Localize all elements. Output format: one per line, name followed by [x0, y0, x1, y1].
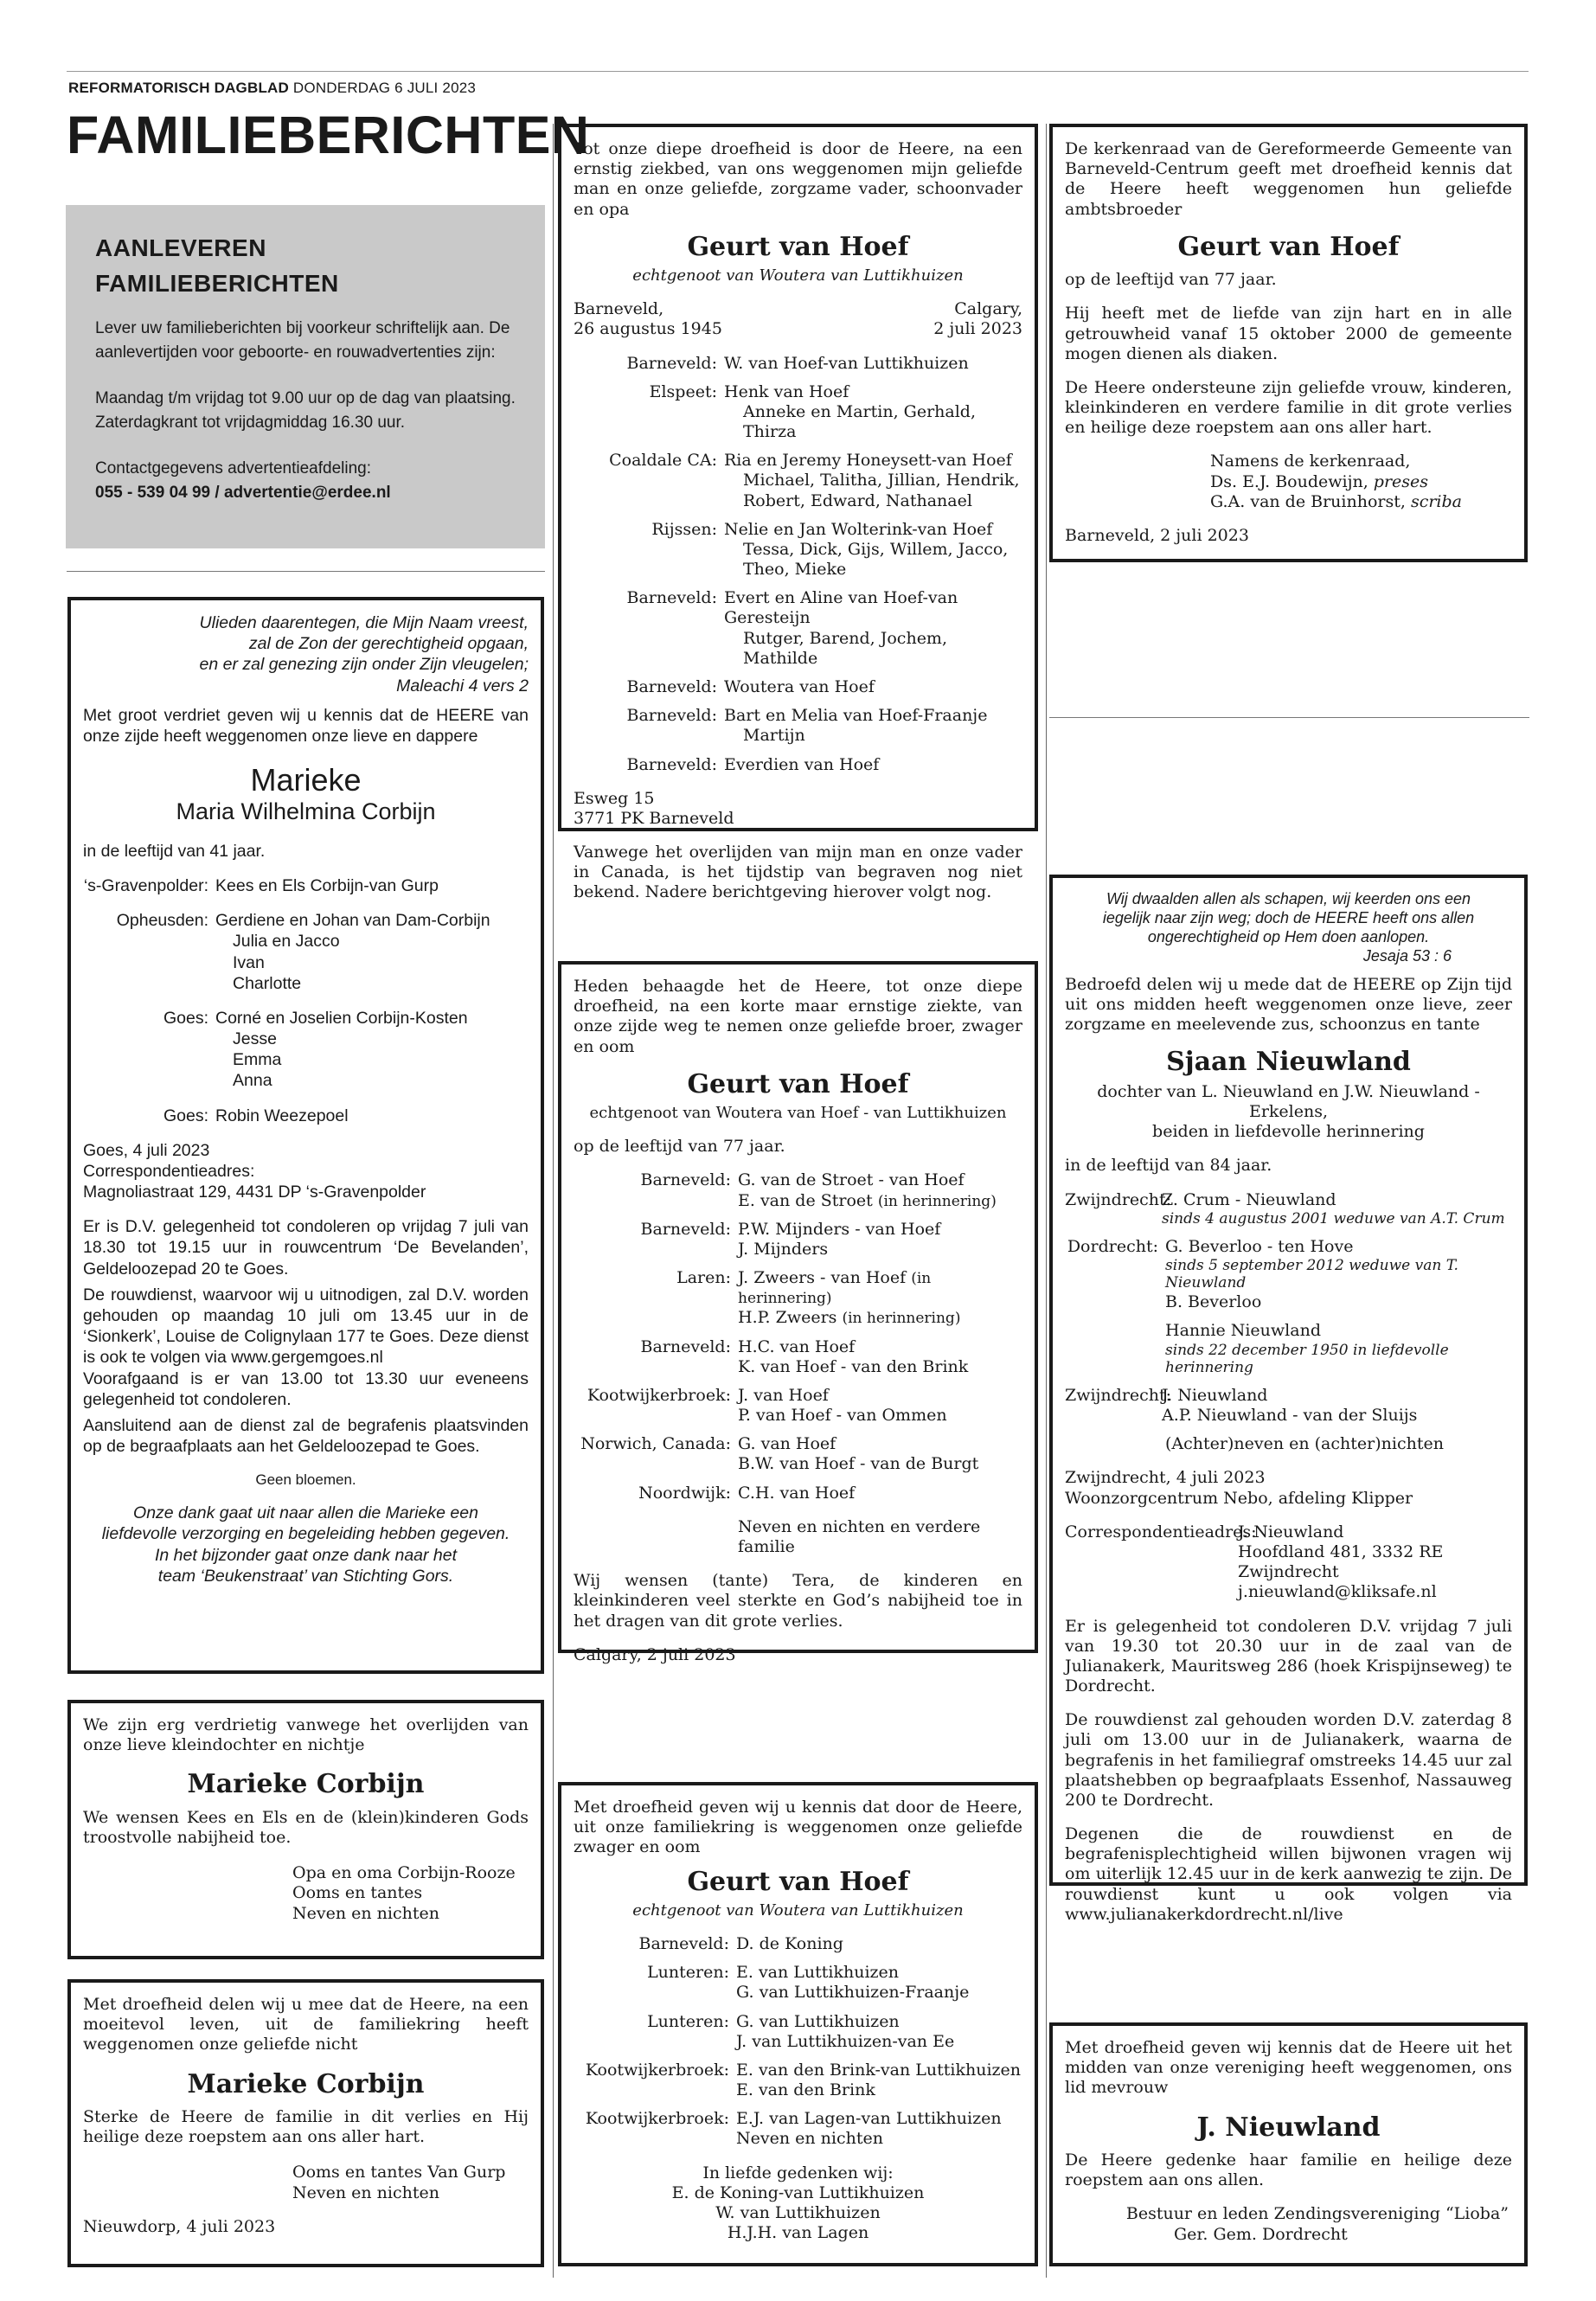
family-group: [574, 677, 1022, 697]
submission-info-box: [66, 205, 545, 548]
family-place: Barneveld:: [640, 1336, 731, 1356]
attend-text: Degenen die de rouwdienst en de begrafenisplechtigheid willen bijwonen vragen wij om uiterlijk 12.45 uur in de kerk aanwezig te zijn. De rouwdienst kunt u ook volgen via www.julianakerkdordrecht.nl/live: [1065, 1824, 1512, 1924]
family-note: sinds 5 september 2012 weduwe van T. Nieuwland: [1165, 1256, 1458, 1292]
corr-address: Magnoliastraat 129, 4431 DP ‘s-Gravenpolder: [83, 1183, 426, 1202]
family-name: Theo, Mieke: [743, 560, 847, 580]
extra-family: Neven en nichten en verdere familie: [738, 1516, 981, 1556]
extra-family: (Achter)neven en (achter)nichten: [1165, 1434, 1444, 1454]
family-name: E. van de Stroet: [738, 1190, 873, 1210]
care-home: Woonzorgcentrum Nebo, afdeling Klipper: [1065, 1488, 1413, 1508]
verse-line: ongerechtigheid op Hem doen aanlopen.: [1147, 927, 1430, 945]
family-name: E. van Luttikhuizen: [736, 1963, 900, 1983]
family-group: [574, 451, 1022, 511]
family-group: [574, 755, 1022, 775]
family-group: [83, 875, 529, 896]
life-dates: [574, 299, 1022, 339]
notice-marieke-main: [67, 597, 544, 1674]
info-text: Lever uw familieberichten bij voorkeur schriftelijk aan. De aanlevertijden voor geboorte- en rouwadvertenties zijn:: [95, 319, 510, 362]
family-place: Zwijndrecht:: [1065, 1385, 1172, 1405]
family-name: W. van Hoef-van Luttikhuizen: [724, 353, 969, 373]
section-title: FAMILIEBERICHTEN: [67, 106, 590, 164]
family-group: [574, 1170, 1022, 1210]
wish-text: De Heere ondersteune zijn geliefde vrouw, kinderen, kleinkinderen en verdere familie in dit grote verlies en heilige deze roepstem aan ons aller hart.: [1065, 377, 1512, 438]
family-place: Dordrecht:: [1067, 1236, 1158, 1256]
deceased-name: Geurt van Hoef: [687, 1866, 909, 1897]
thanks-text: [83, 1503, 529, 1586]
family-name: Rutger, Barend, Jochem, Mathilde: [743, 628, 947, 668]
family-name: K. van Hoef - van den Brink: [738, 1356, 969, 1376]
family-place: Barneveld:: [626, 353, 717, 373]
info-title: AANLEVEREN FAMILIEBERICHTEN: [95, 234, 339, 297]
family-name: B. Beverloo: [1165, 1292, 1262, 1312]
notice-geurt-church: [1049, 124, 1528, 562]
family-name: G. van Luttikhuizen: [736, 2011, 900, 2031]
age-line: op de leeftijd van 77 jaar.: [1065, 270, 1277, 290]
deceased-name: Geurt van Hoef: [1177, 231, 1400, 262]
family-group: [1065, 1321, 1512, 1377]
spouse-line: echtgenoot van Woutera van Hoef - van Luttikhuizen: [589, 1104, 1007, 1123]
deceased-name: Marieke Corbijn: [187, 1769, 425, 1800]
deceased-name: Marieke: [250, 762, 362, 798]
verse-line: Wij dwaalden allen als schapen, wij keerden ons een: [1106, 890, 1471, 907]
family-name: Jesse: [233, 1029, 277, 1049]
note-text: Vanwege het overlijden van mijn man en onze vader in Canada, is het tijdstip van begraven nog niet bekend. Nadere berichtgeving hierover volgt nog.: [574, 843, 1022, 902]
thanks-line: team ‘Beukenstraat’ van Stichting Gors.: [157, 1566, 454, 1586]
signatory: Neven en nichten: [292, 2182, 439, 2202]
age-line: in de leeftijd van 41 jaar.: [83, 841, 266, 861]
parents-line: dochter van L. Nieuwland en J.W. Nieuwland - Erkelens,: [1097, 1081, 1480, 1122]
thanks-line: In het bijzonder gaat onze dank naar het: [154, 1545, 458, 1565]
family-name: E. van den Brink-van Luttikhuizen: [736, 2060, 1022, 2080]
column-separator: [553, 124, 554, 2278]
verse-ref: Jesaja 53 : 6: [1362, 946, 1452, 965]
masthead-date: DONDERDAG 6 JULI 2023: [292, 80, 477, 96]
deceased-name: J. Nieuwland: [1196, 2112, 1381, 2143]
family-name: Z. Crum - Nieuwland: [1162, 1189, 1336, 1209]
masthead-paper: REFORMATORISCH DAGBLAD: [68, 80, 289, 96]
intro-text: De kerkenraad van de Gereformeerde Gemeente van Barneveld-Centrum geeft met droefheid kennis dat de Heere heeft weggenomen hun geliefde ambtsbroeder: [1065, 139, 1512, 219]
notice-marieke-family: [67, 1979, 544, 2267]
wish-text: De Heere gedenke haar familie en heilige deze roepstem aan ons allen.: [1065, 2150, 1512, 2190]
family-name: Kees en Els Corbijn-van Gurp: [215, 876, 439, 896]
masthead: [68, 80, 476, 98]
family-group: [574, 2012, 1022, 2052]
family-place: Coaldale CA:: [609, 451, 717, 471]
memory-note: (in herinnering): [842, 1310, 961, 1328]
family-place: Laren:: [676, 1268, 731, 1288]
family-group: [574, 2061, 1022, 2100]
family-group: [83, 1106, 529, 1126]
family-name: E. van den Brink: [736, 2080, 875, 2100]
family-name: Charlotte: [233, 973, 302, 993]
family-group: [574, 2109, 1022, 2149]
column-separator: [1046, 124, 1047, 2278]
family-group: [574, 1434, 1022, 1474]
family-name: Hannie Nieuwland: [1165, 1321, 1321, 1341]
info-text: Zaterdagkrant tot vrijdagmiddag 16.30 uur.: [95, 413, 406, 432]
verse-line: zal de Zon der gerechtigheid opgaan,: [248, 634, 529, 654]
notice-geurt-inlaws: [558, 1782, 1038, 2266]
family-group: [574, 520, 1022, 580]
family-place: Elspeet:: [649, 381, 717, 401]
family-place: Noordwijk:: [638, 1483, 731, 1503]
family-name: Anneke en Martin, Gerhald, Thirza: [743, 401, 976, 442]
corr-line: Hoofdland 481, 3332 RE Zwijndrecht: [1238, 1542, 1444, 1582]
notice-geurt-family: [558, 124, 1038, 902]
header-rule: [67, 71, 1529, 72]
signatories: [83, 1863, 529, 1924]
family-name: J. Nieuwland: [1162, 1385, 1268, 1405]
intro-text: We zijn erg verdrietig vanwege het overlijden van onze lieve kleindochter en nichtje: [83, 1715, 529, 1755]
notice-j-nieuwland: [1049, 2022, 1528, 2266]
family-name: Henk van Hoef: [724, 381, 849, 401]
family-name: Michael, Talitha, Jillian, Hendrik,: [743, 471, 1020, 490]
corr-label: Correspondentieadres:: [1065, 1522, 1257, 1541]
family-name: Nelie en Jan Wolterink-van Hoef: [724, 519, 993, 539]
corr-line: j.nieuwland@kliksafe.nl: [1238, 1582, 1437, 1602]
family-place: Goes:: [163, 1106, 208, 1125]
age-line: in de leeftijd van 84 jaar.: [1065, 1156, 1272, 1176]
family-name: Woutera van Hoef: [724, 676, 875, 696]
family-place: Norwich, Canada:: [580, 1434, 731, 1454]
family-group: [574, 1337, 1022, 1377]
memory-title: In liefde gedenken wij:: [702, 2163, 894, 2182]
notice-marieke-grandparents: [67, 1700, 544, 1959]
family-group: [574, 588, 1022, 669]
signatories: [1065, 452, 1512, 512]
memory-name: E. de Koning-van Luttikhuizen: [671, 2182, 925, 2202]
address-line: 3771 PK Barneveld: [574, 808, 734, 828]
intro-text: Bedroefd delen wij u mede dat de HEERE op Zijn tijd uit ons midden heeft weggenomen onze lieve, zeer zorgzame en meelevende zus, schoonzus en tante: [1065, 974, 1512, 1035]
signatory: Namens de kerkenraad,: [1210, 452, 1411, 471]
family-name: Tessa, Dick, Gijs, Willem, Jacco,: [743, 539, 1009, 559]
family-name: B.W. van Hoef - van de Burgt: [738, 1454, 979, 1474]
divider: [1049, 717, 1529, 718]
family-place: Barneveld:: [626, 676, 717, 696]
info-text: Maandag t/m vrijdag tot 9.00 uur op de dag van plaatsing.: [95, 389, 516, 408]
intro-text: Met droefheid geven wij u kennis dat door de Heere, uit onze familiekring is weggenomen onze geliefde zwager en oom: [574, 1798, 1022, 1857]
family-name: G. van Hoef: [738, 1434, 836, 1454]
family-group: [1065, 1386, 1512, 1426]
signatory: Ooms en tantes Van Gurp: [292, 2163, 506, 2182]
signatory: Ger. Gem. Dordrecht: [1174, 2224, 1348, 2244]
family-place: Opheusden:: [116, 911, 208, 931]
family-place: Lunteren:: [647, 1963, 729, 1983]
deceased-name: Marieke Corbijn: [187, 2068, 425, 2099]
death-place: Calgary,: [954, 299, 1022, 319]
family-group: [574, 1963, 1022, 2003]
condolence-text: Er is gelegenheid tot condoleren D.V. vrijdag 7 juli van 19.30 tot 20.30 uur in de zaal van de Julianakerk, Mauritsweg 286 (hoek Krispijnseweg) te Dordrecht.: [1065, 1616, 1512, 1696]
bible-verse: [83, 612, 529, 696]
birth-place: Barneveld,: [574, 299, 664, 319]
family-group: [83, 1008, 529, 1092]
verse-line: Ulieden daarentegen, die Mijn Naam vreest,: [199, 613, 529, 632]
family-name: Gerdiene en Johan van Dam-Corbijn: [215, 911, 490, 931]
signatory: Neven en nichten: [292, 1903, 439, 1923]
family-group: [83, 910, 529, 994]
corr-line: J. Nieuwland: [1238, 1522, 1344, 1541]
notice-sjaan-nieuwland: [1049, 875, 1528, 1924]
family-place: Goes:: [163, 1008, 208, 1028]
family-name: Neven en nichten: [736, 2129, 883, 2149]
family-name: Emma: [233, 1050, 282, 1070]
family-group: [1065, 1237, 1512, 1313]
family-group: [574, 1220, 1022, 1259]
wish-text: We wensen Kees en Els en de (klein)kinderen Gods troostvolle nabijheid toe.: [83, 1807, 529, 1848]
burial-text: Aansluitend aan de dienst zal de begrafenis plaatsvinden op de begraafplaats aan het Geldeloozepad te Goes.: [83, 1415, 529, 1457]
intro-text: Met groot verdriet geven wij u kennis dat de HEERE van onze zijde heeft weggenomen onze lieve en dappere: [83, 705, 529, 746]
birth-date: 26 augustus 1945: [574, 319, 722, 339]
family-name: P. van Hoef - van Ommen: [738, 1406, 947, 1426]
deceased-fullname: Maria Wilhelmina Corbijn: [176, 798, 436, 825]
family-name: D. de Koning: [736, 1934, 843, 1954]
deceased-name: Sjaan Nieuwland: [1166, 1047, 1411, 1078]
memory-name: H.J.H. van Lagen: [727, 2223, 869, 2243]
signatory-role: preses: [1373, 471, 1429, 491]
family-place: Kootwijkerbroek:: [585, 2060, 729, 2080]
memory-note: (in herinnering): [877, 1192, 997, 1210]
date-line: Barneveld, 2 juli 2023: [1065, 526, 1249, 545]
signatory: Ooms en tantes: [292, 1883, 423, 1903]
family-name: J. Mijnders: [738, 1239, 829, 1259]
notice-geurt-siblings: [558, 961, 1038, 1664]
signatory-role: scriba: [1410, 491, 1462, 511]
family-place: Kootwijkerbroek:: [586, 1385, 731, 1405]
family-name: Anna: [233, 1071, 272, 1091]
memory-note: (in herinnering): [738, 1270, 932, 1308]
verse-line: iegelijk naar zijn weg; doch de HEERE heeft ons allen: [1102, 908, 1475, 926]
family-note: sinds 4 augustus 2001 weduwe van A.T. Crum: [1162, 1209, 1505, 1227]
spouse-line: echtgenoot van Woutera van Luttikhuizen: [632, 1901, 964, 1920]
intro-text: Tot onze diepe droefheid is door de Heere, na een ernstig ziekbed, van ons weggenomen mijn geliefde man en onze geliefde, zorgzame vader, schoonvader en opa: [574, 139, 1022, 219]
date-line: Goes, 4 juli 2023: [83, 1140, 210, 1160]
family-name: C.H. van Hoef: [738, 1483, 856, 1503]
family-place: Zwijndrecht:: [1065, 1189, 1172, 1209]
family-name: E.J. van Lagen-van Luttikhuizen: [736, 2109, 1002, 2129]
intro-text: Met droefheid geven wij kennis dat de Heere uit het midden van onze vereniging heeft weggenomen, ons lid mevrouw: [1065, 2038, 1512, 2098]
signatories: [83, 2163, 529, 2202]
family-name: G. van Luttikhuizen-Fraanje: [736, 1983, 970, 2003]
wish-text: Sterke de Heere de familie in dit verlies en Hij heilige deze roepstem aan ons aller hart.: [83, 2107, 529, 2147]
family-name: J. Zweers - van Hoef: [738, 1268, 907, 1288]
family-place: Barneveld:: [638, 1934, 729, 1954]
date-line: Zwijndrecht, 4 juli 2023: [1065, 1468, 1266, 1488]
family-group: [574, 1484, 1022, 1503]
death-date: 2 juli 2023: [933, 319, 1022, 339]
divider: [67, 571, 545, 572]
family-name: Corné en Joselien Corbijn-Kosten: [215, 1008, 468, 1028]
family-name: H.P. Zweers: [738, 1308, 837, 1328]
date-line: Calgary, 2 juli 2023: [574, 1644, 736, 1664]
family-place: Barneveld:: [626, 754, 717, 774]
spouse-line: echtgenoot van Woutera van Luttikhuizen: [632, 266, 964, 285]
thanks-line: Onze dank gaat uit naar allen die Marieke een: [133, 1503, 478, 1523]
family-group: [574, 382, 1022, 443]
family-place: Barneveld:: [640, 1219, 731, 1239]
memory-name: W. van Luttikhuizen: [715, 2202, 881, 2222]
intro-text: Heden behaagde het de Heere, tot onze diepe droefheid, na een korte maar ernstige ziekte, van onze zijde weg te nemen onze geliefde broer, zwager en oom: [574, 977, 1022, 1056]
family-name: A.P. Nieuwland - van der Sluijs: [1162, 1406, 1418, 1426]
family-place: Lunteren:: [647, 2011, 729, 2031]
correspondence: [1065, 1522, 1512, 1542]
family-name: Evert en Aline van Hoef-van Geresteijn: [724, 588, 958, 628]
family-name: Robin Weezepoel: [215, 1106, 349, 1125]
family-group: [574, 354, 1022, 374]
contact-info: 055 - 539 04 99 / advertentie@erdee.nl: [95, 483, 391, 502]
family-name: Robert, Edward, Nathanael: [743, 490, 972, 510]
family-place: ‘s-Gravenpolder:: [83, 876, 208, 896]
deceased-name: Geurt van Hoef: [687, 1068, 909, 1099]
corr-label: Correspondentieadres:: [83, 1161, 255, 1181]
wish-text: Wij wensen (tante) Tera, de kinderen en kleinkinderen veel sterkte en God’s nabijheid toe in het dragen van dit grote verlies.: [574, 1571, 1022, 1631]
signatory: Opa en oma Corbijn-Rooze: [292, 1863, 516, 1883]
service-text: Hij heeft met de liefde van zijn hart en in alle getrouwheid vanaf 15 oktober 2000 de gemeente mogen dienen als diaken.: [1065, 304, 1512, 363]
family-name: J. van Luttikhuizen-van Ee: [736, 2031, 955, 2051]
parents-line: beiden in liefdevolle herinnering: [1152, 1122, 1425, 1142]
deceased-name: Geurt van Hoef: [687, 231, 909, 262]
no-flowers: Geen bloemen.: [255, 1471, 356, 1489]
family-place: Barneveld:: [626, 588, 717, 608]
family-group: [574, 1268, 1022, 1329]
family-place: Barneveld:: [626, 706, 717, 726]
bible-verse: [1065, 890, 1512, 966]
signatory: G.A. van de Bruinhorst,: [1210, 491, 1406, 511]
family-place: Rijssen:: [651, 519, 717, 539]
family-group: [1065, 1190, 1512, 1228]
family-name: Bart en Melia van Hoef-Fraanje: [724, 706, 988, 726]
family-group: [574, 706, 1022, 746]
family-name: Julia en Jacco: [233, 932, 340, 952]
family-note: sinds 22 december 1950 in liefdevolle herinnering: [1165, 1341, 1449, 1377]
family-name: J. van Hoef: [738, 1385, 829, 1405]
family-place: Barneveld:: [640, 1170, 731, 1190]
date-line: Nieuwdorp, 4 juli 2023: [83, 2216, 276, 2236]
family-place: [1065, 1321, 1165, 1377]
family-name: G. Beverloo - ten Hove: [1165, 1236, 1354, 1256]
family-group: [574, 1934, 1022, 1954]
intro-text: Met droefheid delen wij u mee dat de Heere, na een moeitevol leven, uit de familiekring heeft weggenomen onze geliefde nicht: [83, 1995, 529, 2054]
family-name: H.C. van Hoef: [738, 1336, 856, 1356]
family-place: Kootwijkerbroek:: [585, 2109, 729, 2129]
family-group: [574, 1386, 1022, 1426]
family-name: Ivan: [233, 952, 265, 972]
verse-line: en er zal genezing zijn onder Zijn vleugelen;: [199, 655, 529, 675]
family-name: Ria en Jeremy Honeysett-van Hoef: [724, 451, 1012, 471]
before-text: Voorafgaand is er van 13.00 tot 13.30 uur eveneens gelegenheid tot condoleren.: [83, 1368, 529, 1409]
info-text: Contactgegevens advertentieafdeling:: [95, 459, 372, 478]
condolence-text: Er is D.V. gelegenheid tot condoleren op vrijdag 7 juli van 18.30 tot 19.15 uur in rouwcentrum ‘De Bevelanden’, Geldeloozepad 20 te Goes.: [83, 1217, 529, 1279]
age-line: op de leeftijd van 77 jaar.: [574, 1137, 785, 1157]
service-text: De rouwdienst, waarvoor wij u uitnodigen, zal D.V. worden gehouden op maandag 10 juli om 13.45 uur in de ‘Sionkerk’, Louise de Colignylaan 177 te Goes. Deze dienst is ook te volgen via www.gergemgoes.nl: [83, 1285, 529, 1368]
family-name: G. van de Stroet - van Hoef: [738, 1170, 965, 1190]
address-line: Esweg 15: [574, 788, 655, 808]
family-name: P.W. Mijnders - van Hoef: [738, 1219, 941, 1239]
thanks-line: liefdevolle verzorging en begeleiding hebben gegeven.: [101, 1524, 510, 1544]
service-text: De rouwdienst zal gehouden worden D.V. zaterdag 8 juli om 13.00 uur in de Julianakerk, waarna de begrafenis in het familiegraf omstreeks 14.45 uur zal plaatshebben op begraafplaats Essenhof, Nassauweg 200 te Dordrecht.: [1065, 1710, 1512, 1810]
signatory: Bestuur en leden Zendingsvereniging “Lioba”: [1125, 2204, 1509, 2224]
verse-ref: Maleachi 4 vers 2: [396, 676, 529, 695]
signatory: Ds. E.J. Boudewijn,: [1210, 471, 1368, 491]
family-name: Martijn: [743, 726, 805, 746]
family-name: Everdien van Hoef: [724, 754, 880, 774]
